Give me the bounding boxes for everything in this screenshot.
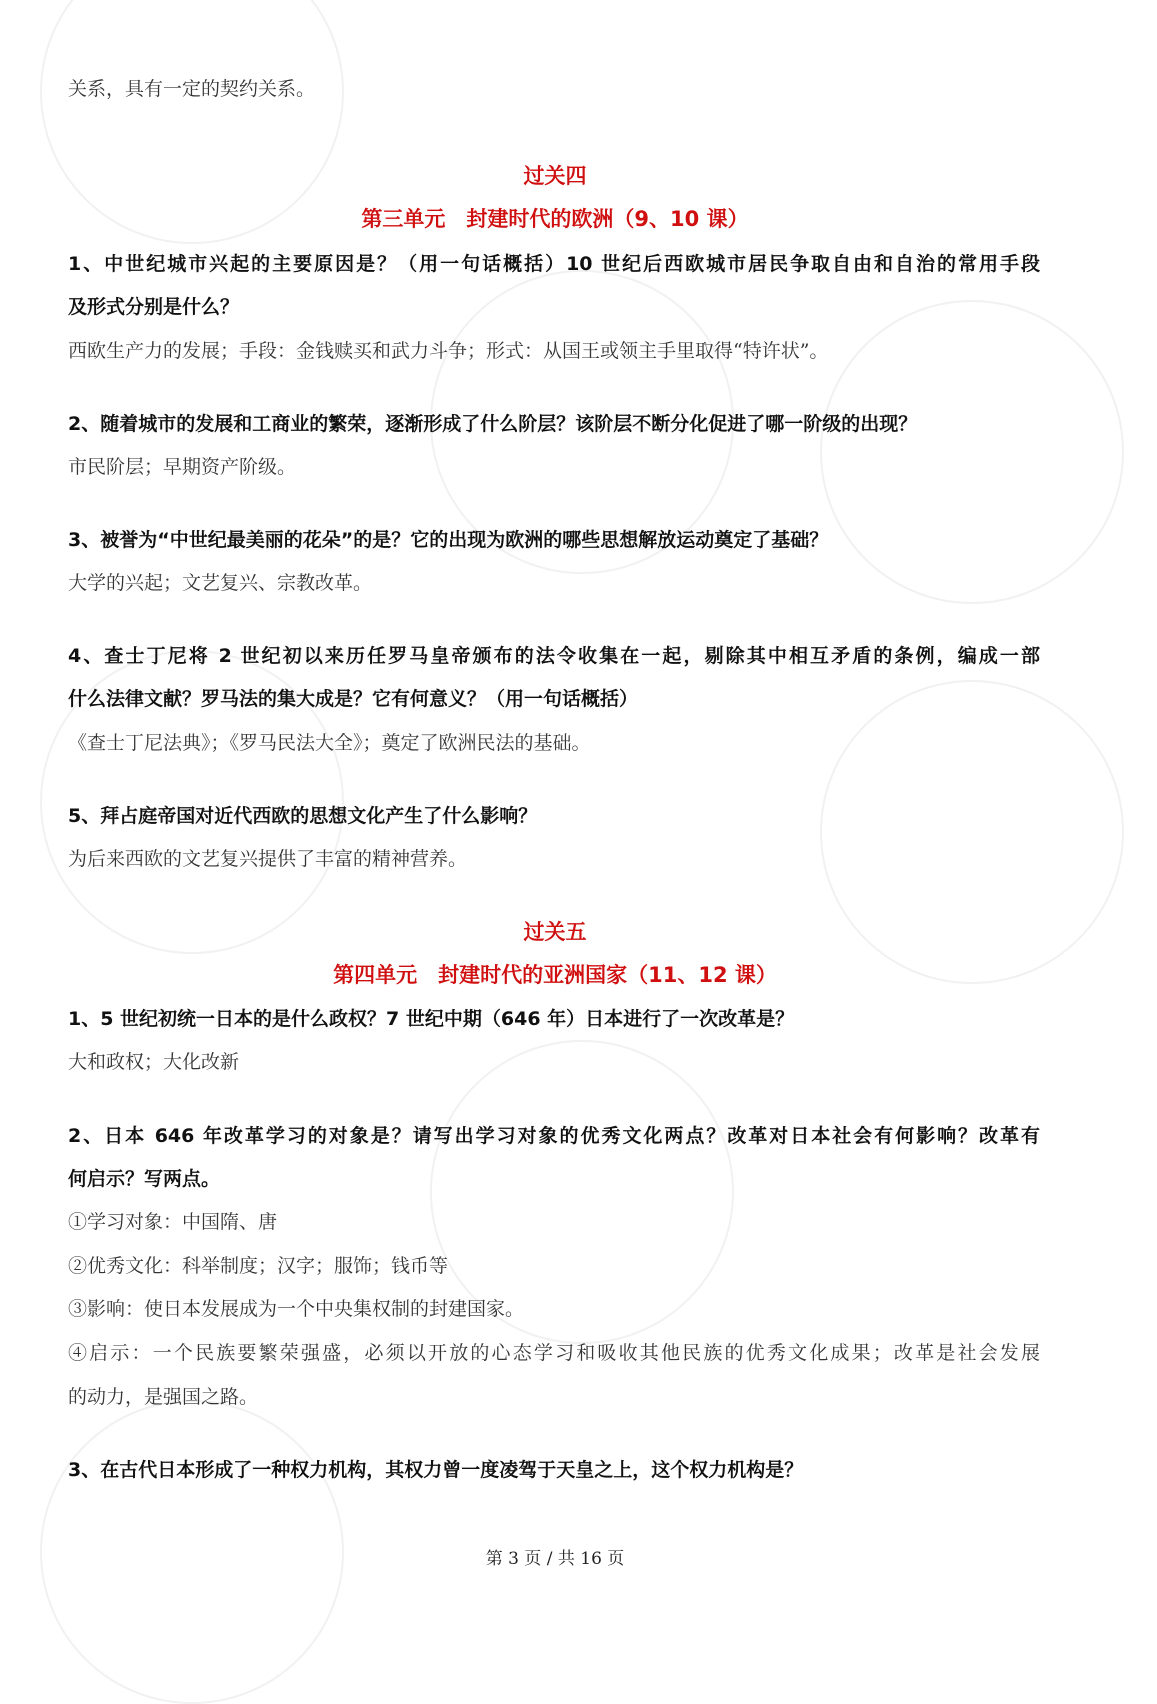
question-text: 3、在古代日本形成了一种权力机构，其权力曾一度凌驾于天皇之上，这个权力机构是？ — [68, 1459, 804, 1481]
answer-text: ①学习对象：中国隋、唐 — [68, 1211, 278, 1233]
question-text: 5、拜占庭帝国对近代西欧的思想文化产生了什么影响？ — [68, 805, 538, 827]
question-text: 1、5 世纪初统一日本的是什么政权？7 世纪中期（646 年）日本进行了一次改革是？ — [68, 1008, 795, 1030]
question-text: 4、查士丁尼将 2 世纪初以来历任罗马皇帝颁布的法令收集在一起，剔除其中相互矛盾的条例，编成一部 — [68, 645, 1040, 667]
answer-text: ②优秀文化：科举制度；汉字；服饰；钱币等 — [68, 1255, 449, 1277]
unit-heading: 第三单元 封建时代的欧洲（9、10 课） — [361, 207, 749, 231]
page-footer: 第 3 页 / 共 16 页 — [485, 1549, 625, 1569]
intro-text: 关系，具有一定的契约关系。 — [68, 78, 316, 100]
answer-text: ④启示：一个民族要繁荣强盛，必须以开放的心态学习和吸收其他民族的优秀文化成果；改革是社会发展 — [68, 1342, 1040, 1364]
answer-text: 大学的兴起；文艺复兴、宗教改革。 — [68, 572, 373, 594]
section-title: 过关四 — [523, 164, 587, 188]
question-text: 何启示？写两点。 — [68, 1168, 221, 1190]
answer-text: 《查士丁尼法典》；《罗马民法大全》；奠定了欧洲民法的基础。 — [68, 732, 591, 754]
question-text: 什么法律文献？罗马法的集大成是？它有何意义？（用一句话概括） — [68, 688, 639, 710]
answer-text: 为后来西欧的文艺复兴提供了丰富的精神营养。 — [68, 848, 468, 870]
answer-text: 西欧生产力的发展；手段：金钱赎买和武力斗争；形式：从国王或领主手里取得“特许状”。 — [68, 340, 829, 362]
answer-text: ③影响：使日本发展成为一个中央集权制的封建国家。 — [68, 1298, 525, 1320]
question-text: 及形式分别是什么？ — [68, 296, 240, 318]
question-text: 2、随着城市的发展和工商业的繁荣，逐渐形成了什么阶层？该阶层不断分化促进了哪一阶级的出现？ — [68, 413, 918, 435]
answer-text: 大和政权；大化改新 — [68, 1051, 240, 1073]
question-text: 3、被誉为“中世纪最美丽的花朵”的是？它的出现为欧洲的哪些思想解放运动奠定了基础？ — [68, 529, 829, 551]
answer-text: 的动力，是强国之路。 — [68, 1386, 259, 1408]
question-text: 2、日本 646 年改革学习的对象是？请写出学习对象的优秀文化两点？改革对日本社会有何影响？改革有 — [68, 1125, 1040, 1147]
section-title: 过关五 — [523, 920, 587, 944]
unit-heading: 第四单元 封建时代的亚洲国家（11、12 课） — [333, 963, 777, 987]
question-text: 1、中世纪城市兴起的主要原因是？（用一句话概括）10 世纪后西欧城市居民争取自由和自治的常用手段 — [68, 253, 1040, 275]
answer-text: 市民阶层；早期资产阶级。 — [68, 456, 297, 478]
